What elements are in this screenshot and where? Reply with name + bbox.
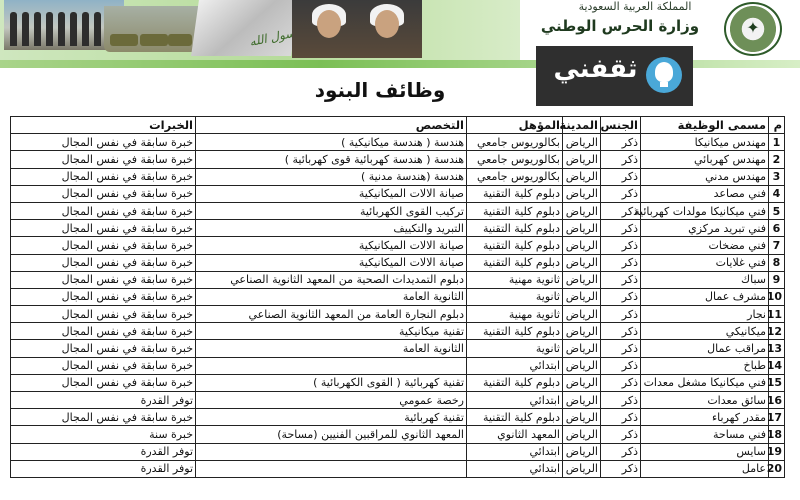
experience-cell: خبرة سابقة في نفس المجال <box>11 254 196 271</box>
qualification-cell: ثانوية مهنية <box>467 306 563 323</box>
table-row <box>11 460 785 477</box>
city-cell: الرياض <box>563 254 601 271</box>
job-title-cell: طباخ <box>641 357 769 374</box>
qualification-cell: بكالوريوس جامعي <box>467 168 563 185</box>
table-row <box>11 357 785 374</box>
experience-cell: خبرة سنة <box>11 426 196 443</box>
row-number: 2 <box>769 151 785 168</box>
tank-shape <box>168 34 192 46</box>
soldier-figure <box>70 12 77 46</box>
city-cell: الرياض <box>563 168 601 185</box>
job-title-cell: فني مساحة <box>641 426 769 443</box>
experience-cell: خبرة سابقة في نفس المجال <box>11 306 196 323</box>
row-number: 1 <box>769 134 785 151</box>
specialization-cell <box>196 460 467 477</box>
row-number: 19 <box>769 443 785 460</box>
qualification-cell: دبلوم كلية التقنية <box>467 220 563 237</box>
specialization-cell: التبريد والتكييف <box>196 220 467 237</box>
job-title-cell: مقدر كهرباء <box>641 409 769 426</box>
table-row <box>11 374 785 391</box>
table-row <box>11 151 785 168</box>
job-title-cell: سائق معدات <box>641 392 769 409</box>
specialization-cell: تقنية كهربائية ( القوى الكهربائية ) <box>196 374 467 391</box>
qualification-cell: دبلوم كلية التقنية <box>467 185 563 202</box>
experience-cell: خبرة سابقة في نفس المجال <box>11 357 196 374</box>
city-cell: الرياض <box>563 443 601 460</box>
ministry-name: وزارة الحرس الوطني <box>540 17 700 35</box>
city-cell: الرياض <box>563 185 601 202</box>
experience-cell: خبرة سابقة في نفس المجال <box>11 202 196 219</box>
job-title-cell: ميكانيكي <box>641 323 769 340</box>
experience-cell: خبرة سابقة في نفس المجال <box>11 323 196 340</box>
table-row <box>11 271 785 288</box>
qualification-cell: دبلوم كلية التقنية <box>467 202 563 219</box>
city-cell: الرياض <box>563 288 601 305</box>
gender-cell: ذكر <box>601 254 641 271</box>
qualification-cell: ابتدائي <box>467 392 563 409</box>
soldier-figure <box>58 12 65 46</box>
table-row <box>11 237 785 254</box>
qualification-cell: ابتدائي <box>467 443 563 460</box>
job-title-cell: مهندس ميكانيكا <box>641 134 769 151</box>
specialization-cell: المعهد الثانوي للمراقبين الفنيين (مساحة) <box>196 426 467 443</box>
experience-cell: خبرة سابقة في نفس المجال <box>11 168 196 185</box>
row-number: 7 <box>769 237 785 254</box>
kingdom-name: المملكة العربية السعودية <box>578 0 692 13</box>
soldier-figure <box>34 12 41 46</box>
table-row <box>11 409 785 426</box>
qualification-cell: المعهد الثانوي <box>467 426 563 443</box>
header-gender: الجنس <box>601 117 641 134</box>
qualification-cell: دبلوم كلية التقنية <box>467 254 563 271</box>
document-title: وظائف البنود <box>314 78 446 102</box>
table-row <box>11 392 785 409</box>
qualification-cell: دبلوم كلية التقنية <box>467 409 563 426</box>
soldier-figure <box>94 12 101 46</box>
gender-cell: ذكر <box>601 426 641 443</box>
gender-cell: ذكر <box>601 323 641 340</box>
specialization-cell: صيانة الالات الميكانيكية <box>196 185 467 202</box>
header-qualification: المؤهل <box>467 117 563 134</box>
gender-cell: ذكر <box>601 443 641 460</box>
city-cell: الرياض <box>563 151 601 168</box>
table-row <box>11 443 785 460</box>
site-watermark <box>536 46 693 106</box>
city-cell: الرياض <box>563 392 601 409</box>
specialization-cell: تركيب القوى الكهربائية <box>196 202 467 219</box>
job-title-cell: مهندس مدني <box>641 168 769 185</box>
tank-shape <box>110 34 138 46</box>
job-title-cell: مشرف عمال <box>641 288 769 305</box>
jobs-table-body <box>11 134 785 478</box>
experience-cell: خبرة سابقة في نفس المجال <box>11 134 196 151</box>
job-title-cell: فني تبريد مركزي <box>641 220 769 237</box>
job-title-cell: سباك <box>641 271 769 288</box>
experience-cell: خبرة سابقة في نفس المجال <box>11 185 196 202</box>
table-row <box>11 306 785 323</box>
header-job-title: مسمى الوظيفة <box>641 117 769 134</box>
row-number: 4 <box>769 185 785 202</box>
qualification-cell: ابتدائي <box>467 357 563 374</box>
gender-cell: ذكر <box>601 237 641 254</box>
specialization-cell: الثانوية العامة <box>196 288 467 305</box>
job-title-cell: مهندس كهربائي <box>641 151 769 168</box>
gender-cell: ذكر <box>601 185 641 202</box>
qualification-cell: ابتدائي <box>467 460 563 477</box>
qualification-cell: ثانوية <box>467 340 563 357</box>
gender-cell: ذكر <box>601 168 641 185</box>
city-cell: الرياض <box>563 323 601 340</box>
gender-cell: ذكر <box>601 460 641 477</box>
gender-cell: ذكر <box>601 409 641 426</box>
job-title-cell: فني مصاعد <box>641 185 769 202</box>
city-cell: الرياض <box>563 460 601 477</box>
soldier-figure <box>10 12 17 46</box>
row-number: 8 <box>769 254 785 271</box>
qualification-cell: دبلوم كلية التقنية <box>467 323 563 340</box>
specialization-cell: الثانوية العامة <box>196 340 467 357</box>
experience-cell: خبرة سابقة في نفس المجال <box>11 271 196 288</box>
header-experience: الخبرات <box>11 117 196 134</box>
lightbulb-icon <box>646 57 682 93</box>
experience-cell: توفر القدرة <box>11 460 196 477</box>
table-row <box>11 168 785 185</box>
specialization-cell <box>196 357 467 374</box>
table-row <box>11 288 785 305</box>
experience-cell: توفر القدرة <box>11 392 196 409</box>
emblem-palm-icon: ✦ <box>746 18 760 37</box>
city-cell: الرياض <box>563 202 601 219</box>
specialization-cell: هندسة ( هندسة كهربائية قوى كهربائية ) <box>196 151 467 168</box>
national-guard-emblem-icon <box>724 2 782 56</box>
qualification-cell: بكالوريوس جامعي <box>467 151 563 168</box>
table-row <box>11 185 785 202</box>
specialization-cell: تقنية ميكانيكية <box>196 323 467 340</box>
job-title-cell: مراقب عمال <box>641 340 769 357</box>
gender-cell: ذكر <box>601 340 641 357</box>
watermark-text: ثقفني <box>553 54 638 84</box>
specialization-cell: تقنية كهربائية <box>196 409 467 426</box>
row-number: 20 <box>769 460 785 477</box>
city-cell: الرياض <box>563 237 601 254</box>
city-cell: الرياض <box>563 340 601 357</box>
gender-cell: ذكر <box>601 271 641 288</box>
gender-cell: ذكر <box>601 220 641 237</box>
header-specialization: التخصص <box>196 117 467 134</box>
table-row <box>11 426 785 443</box>
row-number: 15 <box>769 374 785 391</box>
row-number: 14 <box>769 357 785 374</box>
experience-cell: خبرة سابقة في نفس المجال <box>11 374 196 391</box>
table-header-row <box>11 117 785 134</box>
table-row <box>11 202 785 219</box>
city-cell: الرياض <box>563 426 601 443</box>
specialization-cell: رخصة عمومي <box>196 392 467 409</box>
face-shape <box>375 10 399 38</box>
city-cell: الرياض <box>563 357 601 374</box>
row-number: 5 <box>769 202 785 219</box>
qualification-cell: دبلوم كلية التقنية <box>467 374 563 391</box>
experience-cell: خبرة سابقة في نفس المجال <box>11 340 196 357</box>
row-number: 18 <box>769 426 785 443</box>
job-title-cell: فني غلايات <box>641 254 769 271</box>
specialization-cell: هندسة (هندسة مدنية ) <box>196 168 467 185</box>
leaders-photo <box>292 0 422 58</box>
gender-cell: ذكر <box>601 151 641 168</box>
experience-cell: توفر القدرة <box>11 443 196 460</box>
banner-calligraphy: رسول الله <box>248 24 302 50</box>
soldier-figure <box>82 12 89 46</box>
specialization-cell <box>196 443 467 460</box>
row-number: 16 <box>769 392 785 409</box>
row-number: 10 <box>769 288 785 305</box>
job-title-cell: فني مضخات <box>641 237 769 254</box>
specialization-cell: دبلوم التمديدات الصحية من المعهد الثانوية الصناعي <box>196 271 467 288</box>
job-title-cell: فني ميكانيكا مولدات كهربائية <box>641 202 769 219</box>
table-row <box>11 340 785 357</box>
job-title-cell: عامل <box>641 460 769 477</box>
row-number: 3 <box>769 168 785 185</box>
header-num: م <box>769 117 785 134</box>
soldier-figure <box>22 12 29 46</box>
experience-cell: خبرة سابقة في نفس المجال <box>11 288 196 305</box>
vehicles-photo <box>104 6 199 52</box>
table-row <box>11 323 785 340</box>
gender-cell: ذكر <box>601 202 641 219</box>
city-cell: الرياض <box>563 271 601 288</box>
gender-cell: ذكر <box>601 306 641 323</box>
job-title-cell: نجار <box>641 306 769 323</box>
city-cell: الرياض <box>563 306 601 323</box>
soldier-figure <box>46 12 53 46</box>
row-number: 9 <box>769 271 785 288</box>
city-cell: الرياض <box>563 409 601 426</box>
gender-cell: ذكر <box>601 392 641 409</box>
experience-cell: خبرة سابقة في نفس المجال <box>11 220 196 237</box>
job-title-cell: سايس <box>641 443 769 460</box>
bulb-glass <box>655 62 673 82</box>
specialization-cell: هندسة ( هندسة ميكانيكية ) <box>196 134 467 151</box>
row-number: 6 <box>769 220 785 237</box>
qualification-cell: دبلوم كلية التقنية <box>467 237 563 254</box>
experience-cell: خبرة سابقة في نفس المجال <box>11 151 196 168</box>
bulb-base <box>660 82 668 87</box>
qualification-cell: ثانوية <box>467 288 563 305</box>
job-title-cell: فني ميكانيكا مشغل معدات <box>641 374 769 391</box>
gender-cell: ذكر <box>601 288 641 305</box>
experience-cell: خبرة سابقة في نفس المجال <box>11 237 196 254</box>
city-cell: الرياض <box>563 134 601 151</box>
header-city: المدينة <box>563 117 601 134</box>
tank-shape <box>140 34 168 46</box>
specialization-cell: دبلوم النجارة العامة من المعهد الثانوية الصناعي <box>196 306 467 323</box>
row-number: 12 <box>769 323 785 340</box>
specialization-cell: صيانة الالات الميكانيكية <box>196 237 467 254</box>
table-row <box>11 220 785 237</box>
gender-cell: ذكر <box>601 134 641 151</box>
table-row <box>11 134 785 151</box>
experience-cell: خبرة سابقة في نفس المجال <box>11 409 196 426</box>
gender-cell: ذكر <box>601 357 641 374</box>
jobs-table <box>10 116 785 478</box>
qualification-cell: ثانوية مهنية <box>467 271 563 288</box>
gender-cell: ذكر <box>601 374 641 391</box>
row-number: 17 <box>769 409 785 426</box>
city-cell: الرياض <box>563 220 601 237</box>
row-number: 11 <box>769 306 785 323</box>
table-row <box>11 254 785 271</box>
qualification-cell: بكالوريوس جامعي <box>467 134 563 151</box>
city-cell: الرياض <box>563 374 601 391</box>
specialization-cell: صيانة الالات الميكانيكية <box>196 254 467 271</box>
row-number: 13 <box>769 340 785 357</box>
face-shape <box>317 10 341 38</box>
